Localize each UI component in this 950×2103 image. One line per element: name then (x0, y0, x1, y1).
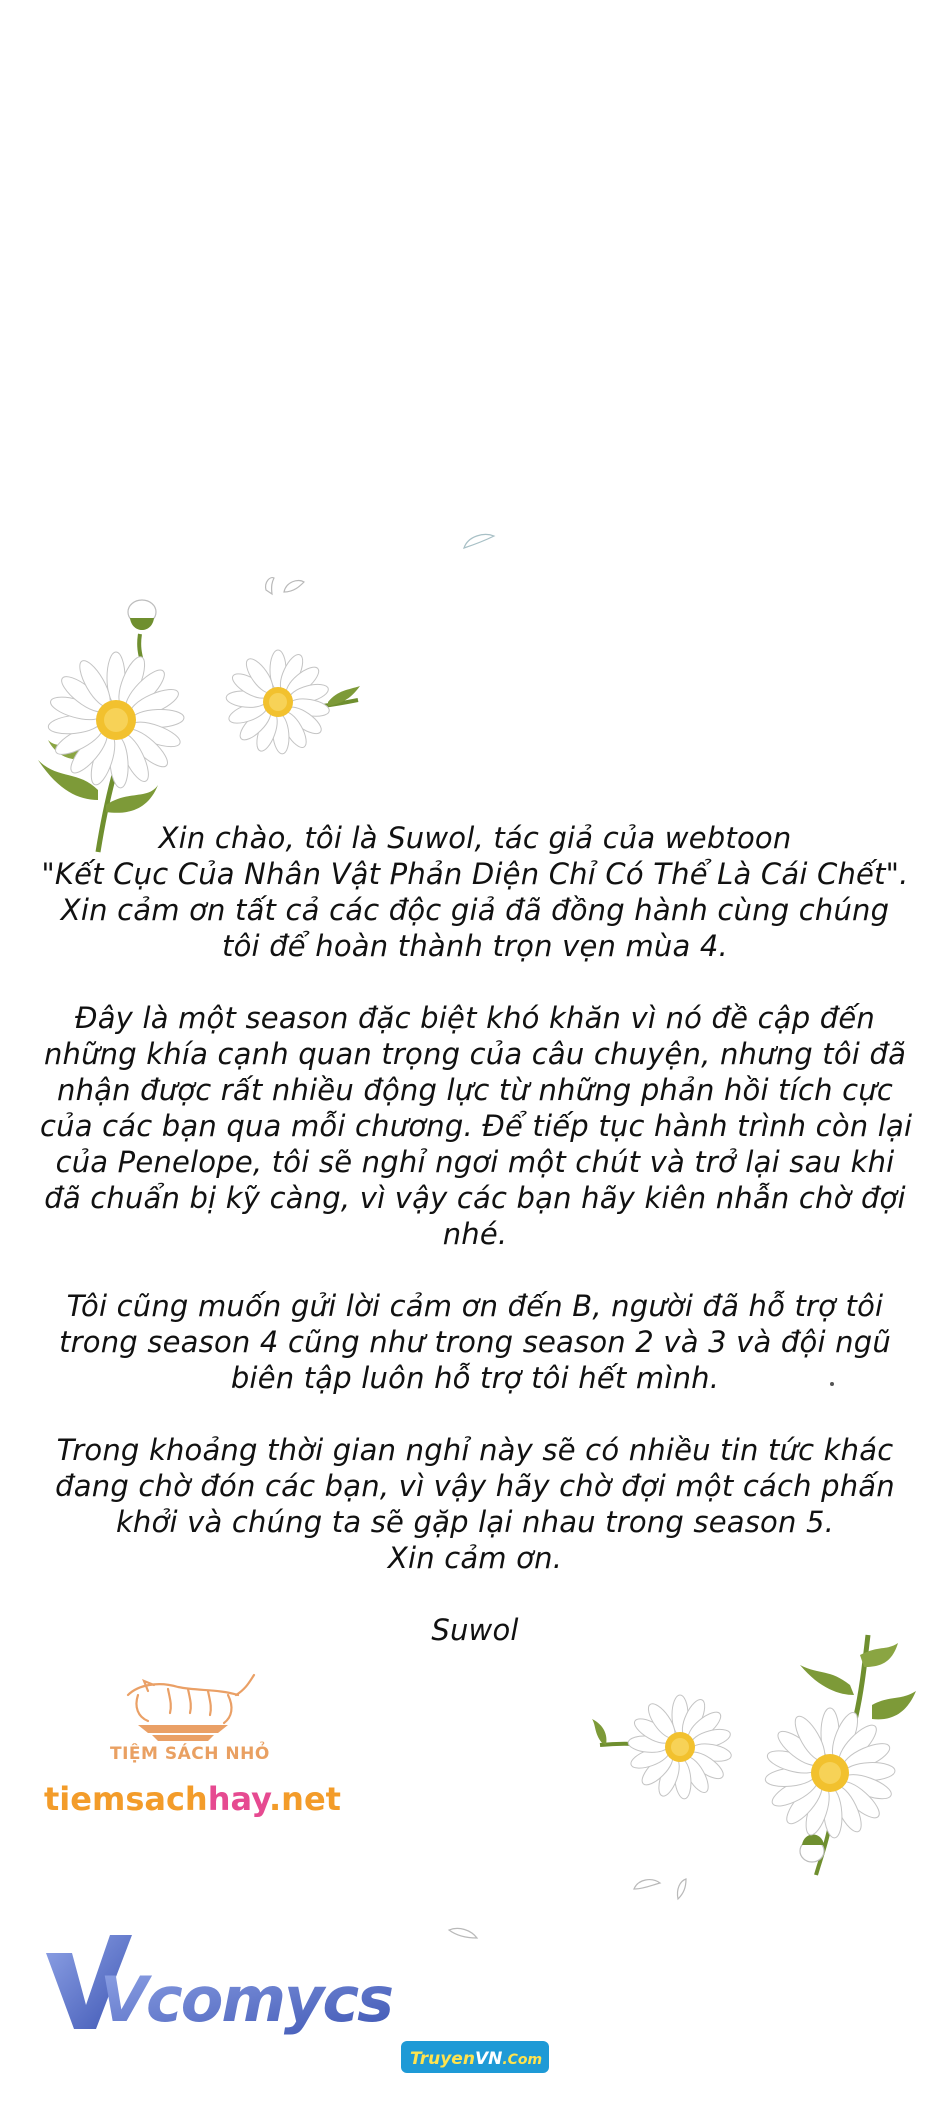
tiger-logo-icon (108, 1655, 258, 1745)
letter-body (40, 820, 913, 1648)
daisy-flower-icon (226, 650, 331, 754)
letter-line: Xin chào, tôi là Suwol, tác giả của webtoon (158, 821, 792, 855)
site-url (44, 1780, 341, 1818)
letter-line: đang chờ đón các bạn, vì vậy hãy chờ đợi một cách phấn (55, 1469, 895, 1503)
letter-line: trong season 4 cũng như trong season 2 và 3 và đội ngũ (59, 1325, 891, 1359)
daisy-flower-icon (764, 1708, 895, 1838)
letter-line: Tôi cũng muốn gửi lời cảm ơn đến B, người đã hỗ trợ tôi (66, 1289, 884, 1323)
letter-paragraph (40, 1432, 910, 1576)
letter-line: Đây là một season đặc biệt khó khăn vì nó đề cập đến (75, 1001, 875, 1035)
petal-icon (458, 530, 508, 556)
letter-line: Xin cảm ơn tất cả các độc giả đã đồng hành cùng chúng (60, 893, 890, 927)
letter-line: "Kết Cục Của Nhân Vật Phản Diện Chỉ Có Thể Là Cái Chết". (41, 857, 909, 891)
letter-line: khởi và chúng ta sẽ gặp lại nhau trong season 5. (115, 1505, 835, 1539)
signature: Suwol (431, 1613, 519, 1647)
brand-logo-text: Vcomycs (100, 1963, 393, 2036)
site-url-part: tiemsach (44, 1780, 208, 1818)
badge-text: TruyenVN.Com (410, 2049, 543, 2069)
letter-line: Trong khoảng thời gian nghỉ này sẽ có nhiều tin tức khác (56, 1433, 894, 1467)
daisy-flower-icon (628, 1695, 733, 1799)
letter-line: nhận được rất nhiều động lực từ những phản hồi tích cực (56, 1073, 894, 1107)
daisy-cluster-right (590, 1625, 930, 1880)
letter-line: Xin cảm ơn. (387, 1541, 563, 1575)
daisy-flower-icon (47, 652, 184, 788)
letter-line: đã chuẩn bị kỹ càng, vì vậy các bạn hãy kiên nhẫn chờ đợi (44, 1181, 906, 1215)
letter-paragraph (40, 1000, 913, 1252)
flower-bud-icon (128, 600, 156, 662)
shop-name: TIỆM SÁCH NHỎ (110, 1744, 270, 1764)
letter-line: tôi để hoàn thành trọn vẹn mùa 4. (222, 929, 728, 963)
letter-line: nhé. (442, 1217, 508, 1251)
letter-line: của các bạn qua mỗi chương. Để tiếp tục hành trình còn lại (40, 1109, 913, 1143)
vcomycs-logo (40, 1925, 393, 2045)
letter-line: những khía cạnh quan trọng của câu chuyện, nhưng tôi đã (43, 1037, 907, 1071)
truyenvn-badge (400, 2038, 550, 2076)
letter-line: của Penelope, tôi sẽ nghỉ ngơi một chút và trở lại sau khi (55, 1145, 895, 1179)
petal-icon (445, 1922, 485, 1946)
letter-line: biên tập luôn hỗ trợ tôi hết mình. (230, 1361, 720, 1395)
dot-mark (828, 1380, 836, 1388)
letter-paragraph (40, 1288, 910, 1396)
petal-icon (630, 1875, 700, 1905)
site-url-part: hay (207, 1780, 270, 1818)
flower-bud-icon (800, 1835, 824, 1863)
site-url-part: .net (269, 1780, 341, 1818)
letter-paragraph (40, 820, 910, 964)
